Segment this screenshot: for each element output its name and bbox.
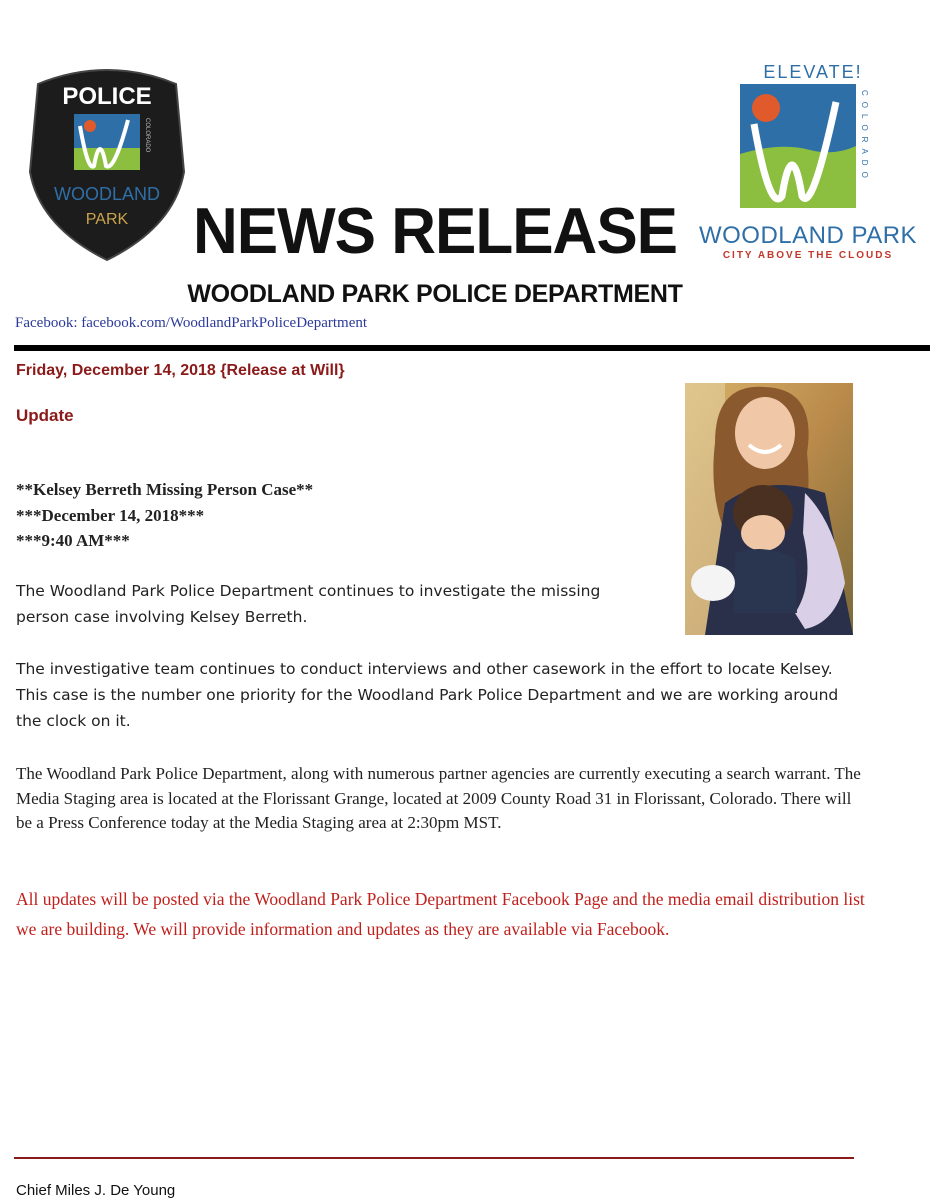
missing-person-photo [685, 383, 853, 635]
body-paragraph-2: The investigative team continues to conduct interviews and other casework in the effort to locate Kelsey. This case is the number one priority for the Woodland Park Police Department and we are working around the clock on it. [16, 660, 839, 730]
body-paragraph-3: The Woodland Park Police Department, along with numerous partner agencies are currently executing a search warrant. The Media Staging area is located at the Florissant Grange, located at 2009 County Road 31 in Florissant, Colorado. There will be a Press Conference today at the Media Staging area at 2:30pm MST. [16, 764, 861, 832]
body-paragraph-1: The Woodland Park Police Department continues to investigate the missing person case involving Kelsey Berreth. [16, 582, 601, 626]
release-date-line: Friday, December 14, 2018 {Release at Will} [16, 362, 345, 379]
city-logo-name: WOODLAND PARK [698, 222, 918, 249]
badge-top-text: POLICE [62, 83, 152, 110]
case-date: ***December 14, 2018*** [16, 506, 205, 525]
update-label: Update [16, 406, 74, 425]
city-logo-vertical-text: COLORADO [860, 90, 869, 184]
case-title: **Kelsey Berreth Missing Person Case** [16, 480, 314, 499]
header-divider [14, 345, 930, 351]
updates-notice: All updates will be posted via the Woodland Park Police Department Facebook Page and the media email distribution list we are building. We will provide information and updates as they are available via Facebook. [16, 889, 865, 939]
news-release-headline: NEWS RELEASE [192, 195, 678, 268]
badge-bottom-text: PARK [85, 211, 129, 228]
badge-side-text: COLORADO [144, 118, 150, 153]
woodland-park-city-logo [688, 62, 928, 262]
city-logo-tagline: CITY ABOVE THE CLOUDS [722, 250, 894, 261]
badge-middle-text: WOODLAND [53, 184, 161, 204]
city-logo-mark [740, 84, 870, 214]
police-badge-logo [24, 62, 190, 262]
city-logo-elevate: ELEVATE! [763, 62, 863, 82]
case-time: ***9:40 AM*** [16, 531, 130, 550]
facebook-link[interactable]: Facebook: facebook.com/WoodlandParkPoliceDepartment [15, 315, 368, 331]
department-name: WOODLAND PARK POLICE DEPARTMENT [187, 280, 683, 308]
chief-signature-line: Chief Miles J. De Young [16, 1182, 176, 1199]
footer-divider [14, 1157, 854, 1159]
